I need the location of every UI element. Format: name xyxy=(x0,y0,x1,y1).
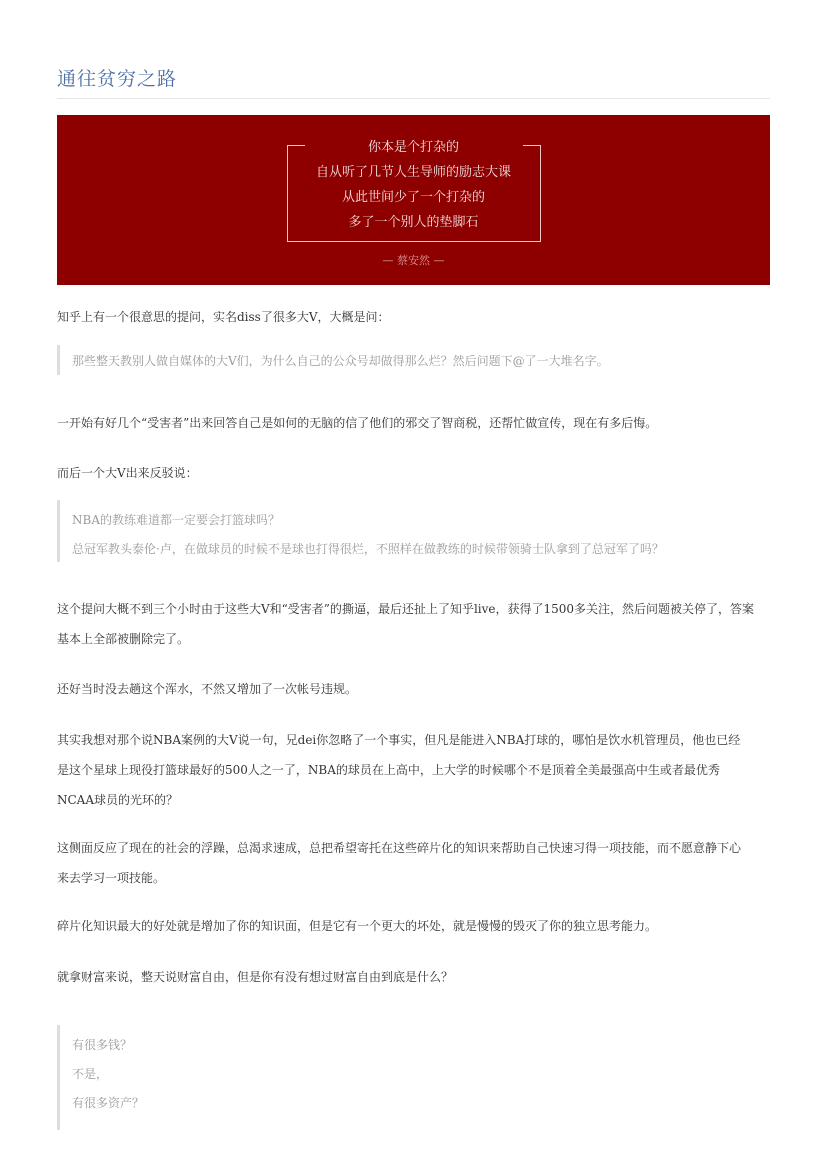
quote-line: NBA的教练难道都一定要会打篮球吗？ xyxy=(72,513,280,527)
banner-author: — 蔡安然 — xyxy=(382,254,445,267)
quote-line: 有很多资产？ xyxy=(72,1096,145,1110)
banner-poem xyxy=(57,135,770,235)
paragraph: 其实我想对那个说NBA案例的大V说一句，兄dei你忽略了一个事实，但凡是能进入NBA打球的，哪怕是饮水机管理员，他也已经 xyxy=(57,733,741,747)
quote-line: 总冠军教头泰伦·卢，在做球员的时候不是球也打得很烂，不照样在做教练的时候带领骑士队拿到了总冠军了吗？ xyxy=(72,542,664,556)
title-divider xyxy=(57,98,770,99)
paragraph: 而后一个大V出来反驳说： xyxy=(57,466,198,480)
paragraph: 碎片化知识最大的好处就是增加了你的知识面，但是它有一个更大的坏处，就是慢慢的毁灭了你的独立思考能力。 xyxy=(57,919,658,933)
blockquote xyxy=(57,500,770,562)
paragraph: 就拿财富来说，整天说财富自由，但是你有没有想过财富自由到底是什么？ xyxy=(57,970,454,984)
quote-line: 有很多钱？ xyxy=(72,1038,133,1052)
paragraph: 基本上全部被删除完了。 xyxy=(57,632,190,646)
poem-line: 多了一个别人的垫脚石 xyxy=(348,215,479,230)
paragraph: 这侧面反应了现在的社会的浮躁，总渴求速成，总把希望寄托在这些碎片化的知识来帮助自己快速习得一项技能，而不愿意静下心 xyxy=(57,841,742,855)
paragraph: 来去学习一项技能。 xyxy=(57,871,166,885)
blockquote xyxy=(57,345,770,375)
quote-banner xyxy=(57,115,770,285)
poem-line: 自从听了几节人生导师的励志大课 xyxy=(315,165,511,180)
poem-line: 你本是个打杂的 xyxy=(367,140,459,155)
quote-line: 那些整天教别人做自媒体的大V们，为什么自己的公众号却做得那么烂？然后问题下@了一大堆名字。 xyxy=(72,354,609,368)
paragraph: 是这个星球上现役打篮球最好的500人之一了，NBA的球员在上高中，上大学的时候哪个不是顶着全美最强高中生或者最优秀 xyxy=(57,763,720,777)
paragraph: 知乎上有一个很意思的提问，实名diss了很多大V，大概是问： xyxy=(57,310,390,324)
blockquote xyxy=(57,1025,770,1130)
poem-line: 从此世间少了一个打杂的 xyxy=(341,190,485,205)
paragraph: 这个提问大概不到三个小时由于这些大V和“受害者”的撕逼，最后还扯上了知乎live，获得了1500多关注，然后问题被关停了，答案 xyxy=(57,602,755,616)
paragraph: 还好当时没去趟这个浑水，不然又增加了一次帐号违规。 xyxy=(57,682,358,696)
quote-line: 不是， xyxy=(72,1067,109,1081)
paragraph: 一开始有好几个“受害者”出来回答自己是如何的无脑的信了他们的邪交了智商税，还帮忙做宣传，现在有多后悔。 xyxy=(57,416,658,430)
paragraph: NCAA球员的光环的？ xyxy=(57,793,179,807)
page-title: 通往贫穷之路 xyxy=(57,68,178,90)
